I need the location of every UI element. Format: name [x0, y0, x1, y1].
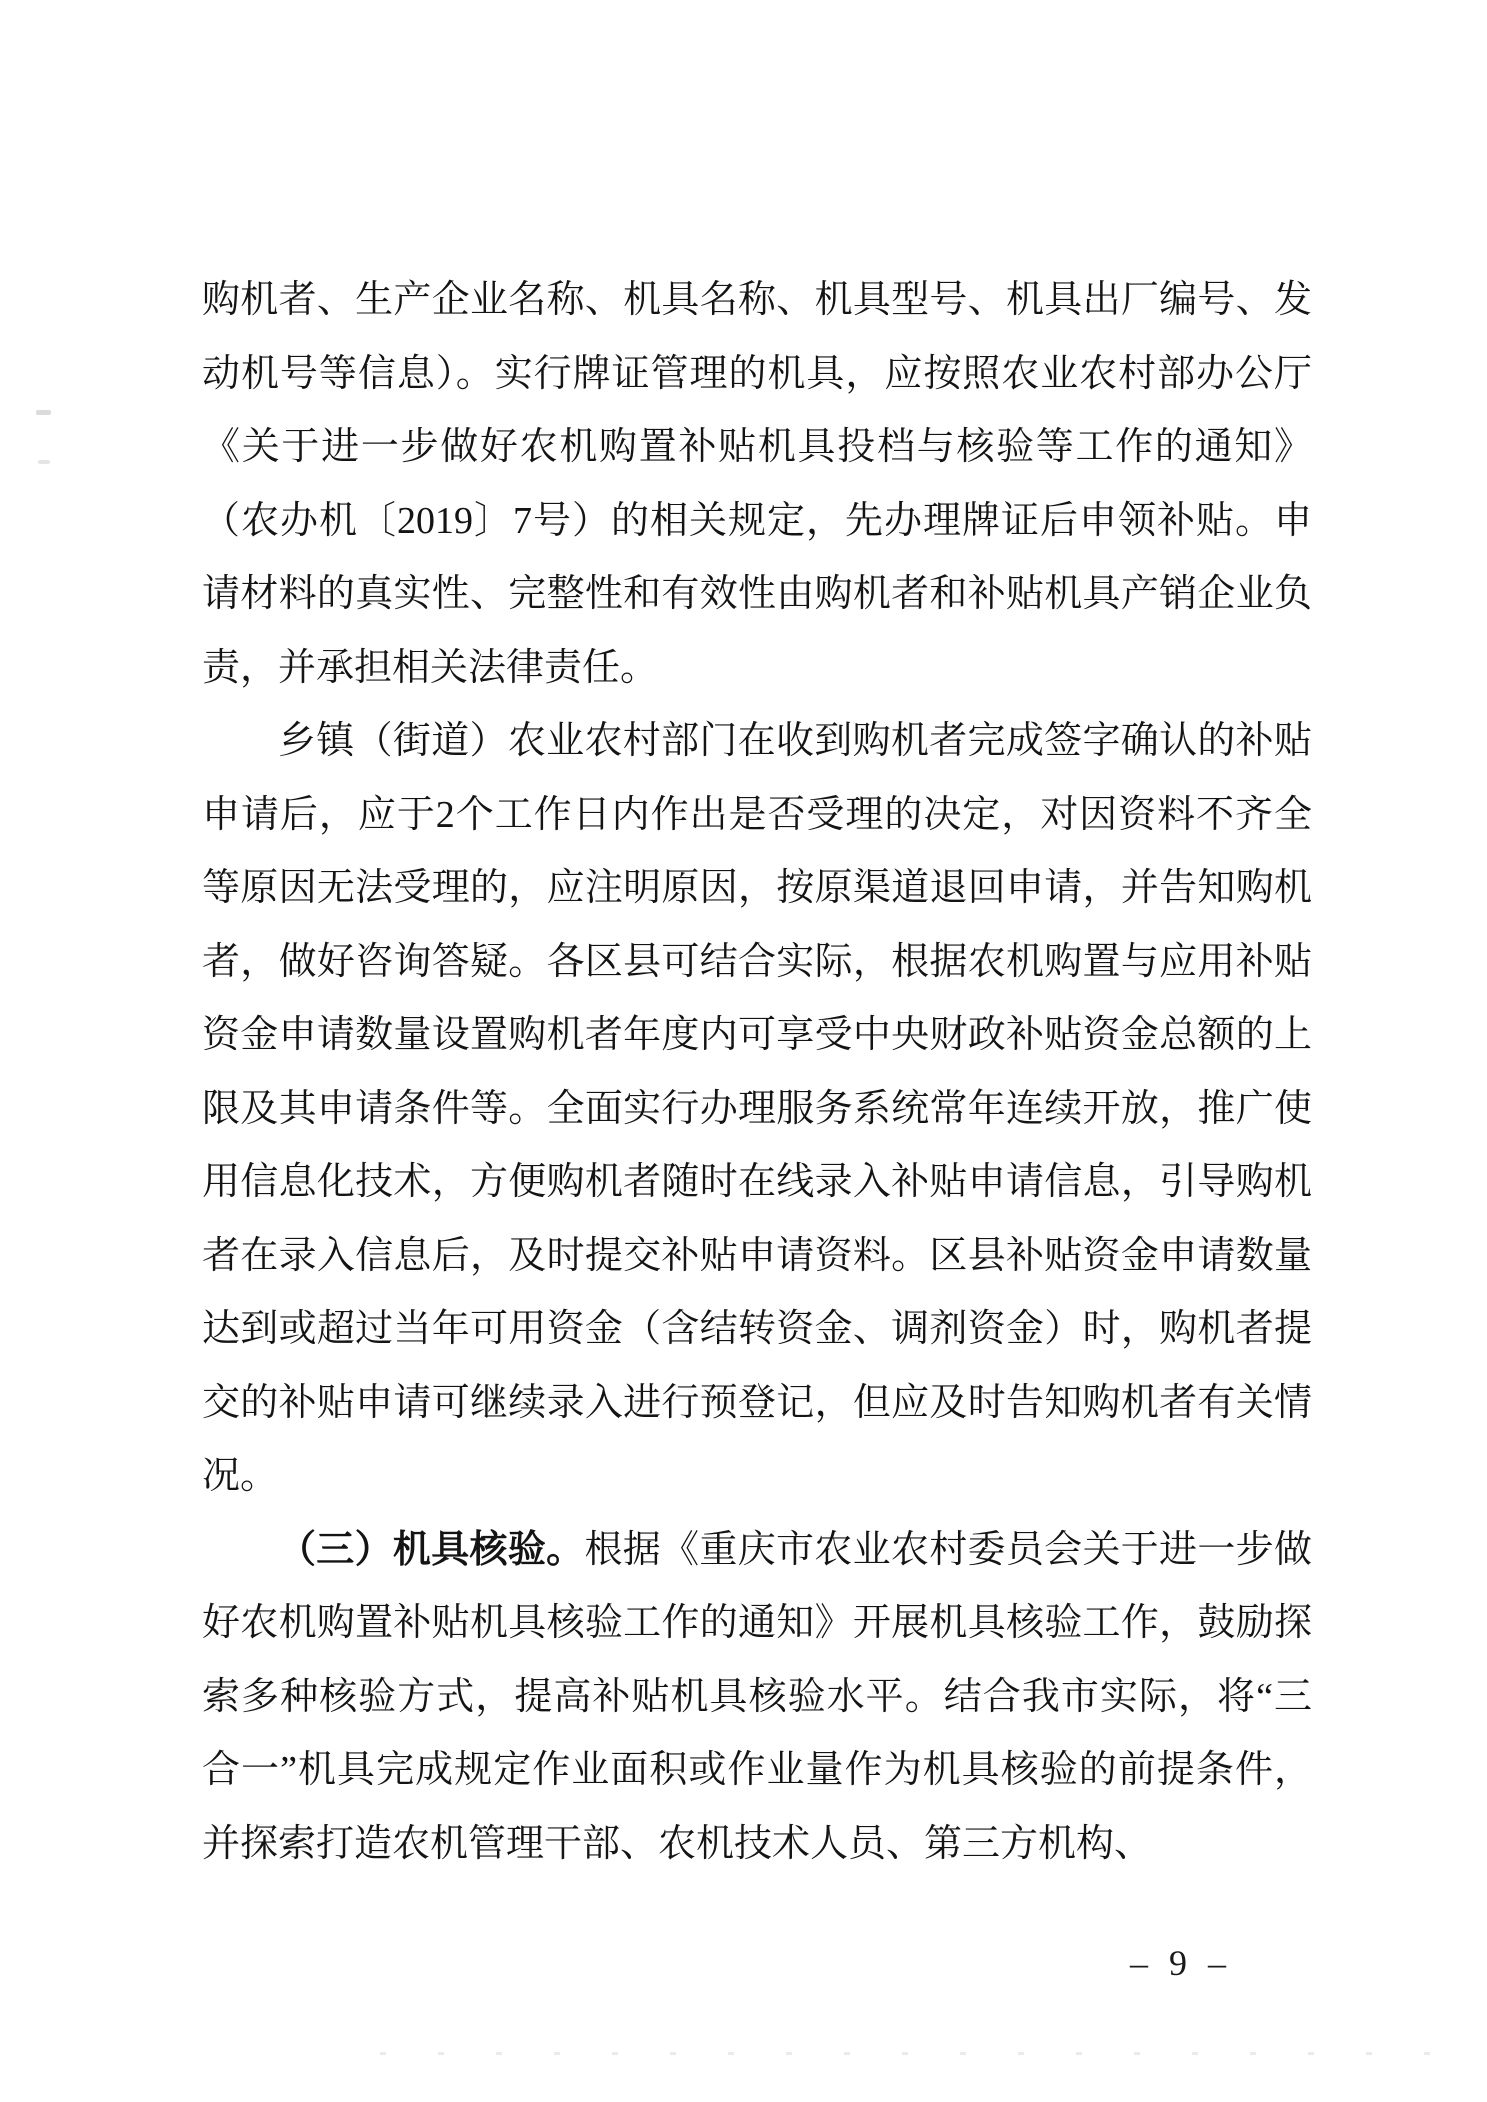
- paragraph-text: 购机者、生产企业名称、机具名称、机具型号、机具出厂编号、发动机号等信息）。实行牌证管理的机具，应按照农业农村部办公厅《关于进一步做好农机购置补贴机具投档与核验等工作的通知》（农办机〔2019〕7号）的相关规定，先办理牌证后申领补贴。申请材料的真实性、完整性和有效性由购机者和补贴机具产销企业负责，并承担相关法律责任。: [202, 279, 1312, 689]
- scan-artifact-speck: [36, 410, 51, 415]
- paragraph-text: 乡镇（街道）农业农村部门在收到购机者完成签字确认的补贴申请后，应于2个工作日内作出是否受理的决定，对因资料不齐全等原因无法受理的，应注明原因，按原渠道退回申请，并告知购机者，做好咨询答疑。各区县可结合实际，根据农机购置与应用补贴资金申请数量设置购机者年度内可享受中央财政补贴资金总额的上限及其申请条件等。全面实行办理服务系统常年连续开放，推广使用信息化技术，方便购机者随时在线录入补贴申请信息，引导购机者在录入信息后，及时提交补贴申请资料。区县补贴资金申请数量达到或超过当年可用资金（含结转资金、调剂资金）时，购机者提交的补贴申请可继续录入进行预登记，但应及时告知购机者有关情况。: [202, 720, 1312, 1497]
- document-body: [202, 264, 1312, 1881]
- paragraph-section-three: [202, 1514, 1312, 1882]
- page-number: – 9 –: [1130, 1943, 1232, 1983]
- section-heading: （三）机具核验。: [278, 1528, 585, 1571]
- paragraph-township-procedure: [202, 705, 1312, 1514]
- paragraph-continuation: [202, 264, 1312, 705]
- scan-artifact-line: [380, 2052, 1440, 2055]
- paragraph-text: 根据《重庆市农业农村委员会关于进一步做好农机购置补贴机具核验工作的通知》开展机具核验工作，鼓励探索多种核验方式，提高补贴机具核验水平。结合我市实际，将“三合一”机具完成规定作业面积或作业量作为机具核验的前提条件，并探索打造农机管理干部、农机技术人员、第三方机构、: [202, 1528, 1312, 1865]
- scan-artifact-speck: [38, 460, 50, 464]
